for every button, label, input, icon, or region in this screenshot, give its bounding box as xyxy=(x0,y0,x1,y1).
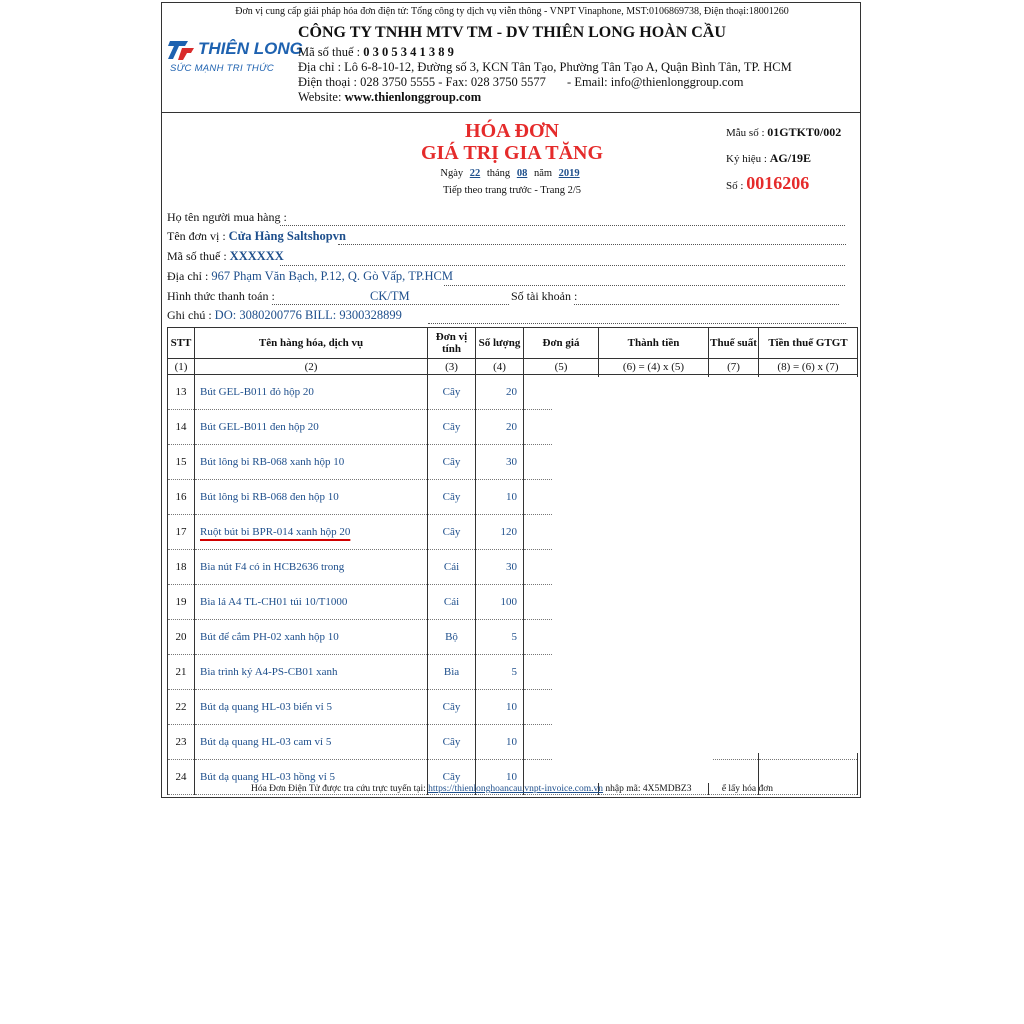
buyer-tax-value: XXXXXX xyxy=(229,249,284,263)
buyer-tax-label: Mã số thuế : xyxy=(167,249,230,263)
row-unit: Cây xyxy=(428,375,476,410)
row-stt: 18 xyxy=(168,550,195,585)
footer-tail: ể lấy hóa đơn xyxy=(721,784,774,794)
row-qty: 10 xyxy=(476,725,524,760)
page-continuation: Tiếp theo trang trước - Trang 2/5 xyxy=(442,185,582,196)
index-cell: (8) = (6) x (7) xyxy=(759,359,858,375)
row-unit: Cây xyxy=(428,515,476,550)
provider-note: Đơn vị cung cấp giải pháp hóa đơn điện tử: Tổng công ty dịch vụ viễn thông - VNPT Vinaphone, MST:0106869738, Điện thoại:18001260 xyxy=(235,6,789,17)
buyer-name-line xyxy=(167,210,287,225)
row-unit: Cây xyxy=(428,480,476,515)
year-label: năm xyxy=(533,168,553,179)
buyer-unit-line xyxy=(167,229,346,244)
header-divider xyxy=(162,112,860,113)
index-cell: (6) = (4) x (5) xyxy=(599,359,709,375)
invoice-symbol xyxy=(726,151,811,166)
lookup-footer xyxy=(162,784,861,794)
redacted-area xyxy=(553,377,861,753)
account-label: Số tài khoản : xyxy=(511,289,578,303)
row-unit: Cây xyxy=(428,410,476,445)
day-label: Ngày xyxy=(440,168,464,179)
form-number xyxy=(726,125,841,140)
table-index-row xyxy=(168,359,858,375)
row-qty: 10 xyxy=(476,760,524,795)
year-value: 2019 xyxy=(558,168,580,179)
row-stt: 21 xyxy=(168,655,195,690)
table-header-row xyxy=(168,328,858,359)
seller-website-line xyxy=(298,90,481,105)
row-unit: Cây xyxy=(428,445,476,480)
row-item-name: Bút dạ quang HL-03 hồng vỉ 5 xyxy=(195,760,428,795)
row-item-name: Bút GEL-B011 đen hộp 20 xyxy=(195,410,428,445)
row-item-name: Bút lông bi RB-068 đen hộp 10 xyxy=(195,480,428,515)
col-header-price: Đơn giá xyxy=(524,328,599,359)
row-unit: Cây xyxy=(428,760,476,795)
col-header-amount: Thành tiền xyxy=(599,328,709,359)
account-line xyxy=(511,289,577,304)
row-qty: 100 xyxy=(476,585,524,620)
col-header-stt: STT xyxy=(168,328,195,359)
row-item-name: Bút lông bi RB-068 xanh hộp 10 xyxy=(195,445,428,480)
buyer-tax-dots xyxy=(280,265,845,266)
seller-tax-label: Mã số thuế : xyxy=(298,45,364,59)
row-item-name-highlighted: Ruột bút bi BPR-014 xanh hộp 20 xyxy=(200,526,351,538)
row-unit: Bộ xyxy=(428,620,476,655)
index-cell: (5) xyxy=(524,359,599,375)
form-label: Mẫu số : xyxy=(726,127,768,139)
footer-prefix: Hóa Đơn Điện Tử được tra cứu trực tuyến tại: xyxy=(250,784,429,794)
day-value: 22 xyxy=(469,168,481,179)
row-stt: 13 xyxy=(168,375,195,410)
row-stt: 17 xyxy=(168,515,195,550)
col-header-vat: Tiền thuế GTGT xyxy=(759,328,858,359)
index-cell: (2) xyxy=(195,359,428,375)
row-stt: 23 xyxy=(168,725,195,760)
payment-dots xyxy=(272,304,509,305)
row-item-name: Bìa lá A4 TL-CH01 túi 10/T1000 xyxy=(195,585,428,620)
row-unit: Cái xyxy=(428,585,476,620)
row-qty: 30 xyxy=(476,550,524,585)
index-cell: (7) xyxy=(709,359,759,375)
row-stt: 19 xyxy=(168,585,195,620)
buyer-unit-label: Tên đơn vị : xyxy=(167,229,229,243)
seller-tax-code: 0 3 0 5 3 4 1 3 8 9 xyxy=(363,45,454,59)
thien-long-logo-icon xyxy=(168,39,196,61)
row-stt: 14 xyxy=(168,410,195,445)
seller-contact xyxy=(298,75,743,90)
month-value: 08 xyxy=(516,168,528,179)
col-header-name: Tên hàng hóa, dịch vụ xyxy=(195,328,428,359)
number-label: Số : xyxy=(726,180,747,192)
row-stt: 24 xyxy=(168,760,195,795)
note-dots xyxy=(428,323,846,324)
seller-website: www.thienlonggroup.com xyxy=(344,90,482,104)
buyer-name-label: Họ tên người mua hàng : xyxy=(167,210,287,224)
row-stt: 16 xyxy=(168,480,195,515)
index-cell: (4) xyxy=(476,359,524,375)
lookup-link[interactable]: https://thienlonghoancau.vnpt-invoice.com.vn xyxy=(428,784,604,794)
buyer-tax-line xyxy=(167,249,284,264)
index-cell: (3) xyxy=(428,359,476,375)
row-qty: 5 xyxy=(476,655,524,690)
row-item-name: Bìa trình ký A4-PS-CB01 xanh xyxy=(195,655,428,690)
row-item-name: Bút để cắm PH-02 xanh hộp 10 xyxy=(195,620,428,655)
row-unit: Cái xyxy=(428,550,476,585)
logo-slogan: SỨC MẠNH TRI THỨC xyxy=(170,63,275,74)
col-header-qty: Số lượng xyxy=(476,328,524,359)
account-dots xyxy=(574,304,839,305)
note-line xyxy=(167,308,402,323)
row-unit: Bìa xyxy=(428,655,476,690)
seller-website-label: Website: xyxy=(298,90,345,104)
invoice-date xyxy=(362,168,662,179)
buyer-address-line xyxy=(167,269,453,284)
note-value: DO: 3080200776 BILL: 9300328899 xyxy=(214,308,402,322)
row-qty: 10 xyxy=(476,690,524,725)
symbol-label: Ký hiệu : xyxy=(726,153,770,165)
row-qty: 30 xyxy=(476,445,524,480)
seller-phone-fax: Điện thoại : 028 3750 5555 - Fax: 028 3750 5577 xyxy=(298,75,546,89)
row-unit: Cây xyxy=(428,725,476,760)
company-logo xyxy=(168,37,303,77)
row-stt: 20 xyxy=(168,620,195,655)
invoice-number xyxy=(726,173,809,194)
col-header-tax-rate: Thuế suất xyxy=(709,328,759,359)
row-qty: 5 xyxy=(476,620,524,655)
row-unit: Cây xyxy=(428,690,476,725)
redacted-area xyxy=(553,753,713,783)
buyer-unit-dots xyxy=(338,244,846,245)
row-item-name: Bìa nút F4 có in HCB2636 trong xyxy=(195,550,428,585)
index-cell: (1) xyxy=(168,359,195,375)
row-item-name: Bút dạ quang HL-03 biển vỉ 5 xyxy=(195,690,428,725)
buyer-unit-value: Cửa Hàng Saltshopvn xyxy=(228,229,346,243)
invoice-subtitle: GIÁ TRỊ GIA TĂNG xyxy=(420,142,604,164)
logo-brand: THIÊN LONG xyxy=(198,39,303,58)
row-item-name: Bút dạ quang HL-03 cam vỉ 5 xyxy=(195,725,428,760)
row-item-name: Bút GEL-B011 đỏ hộp 20 xyxy=(195,375,428,410)
payment-label: Hình thức thanh toán : xyxy=(167,289,275,303)
seller-address: Địa chỉ : Lô 6-8-10-12, Đường số 3, KCN Tân Tạo, Phường Tân Tạo A, Quận Bình Tân, TP. HCM xyxy=(298,60,792,74)
seller-name: CÔNG TY TNHH MTV TM - DV THIÊN LONG HOÀN CẦU xyxy=(298,24,726,41)
row-qty: 10 xyxy=(476,480,524,515)
buyer-name-dots xyxy=(280,225,845,226)
buyer-address-dots xyxy=(444,285,845,286)
payment-value xyxy=(370,289,410,304)
number-value: 0016206 xyxy=(746,173,810,193)
payment-method: CK/TM xyxy=(370,289,410,303)
seller-tax xyxy=(298,45,454,60)
row-qty: 20 xyxy=(476,410,524,445)
row-qty: 120 xyxy=(476,515,524,550)
seller-email: - Email: info@thienlonggroup.com xyxy=(567,75,744,89)
invoice-title: HÓA ĐƠN xyxy=(465,120,559,142)
row-item-name xyxy=(195,515,428,550)
form-value: 01GTKT0/002 xyxy=(767,125,842,139)
invoice-document xyxy=(161,2,861,798)
symbol-value: AG/19E xyxy=(769,151,812,165)
col-header-unit: Đơn vị tính xyxy=(428,328,476,359)
note-label: Ghi chú : xyxy=(167,308,215,322)
row-stt: 15 xyxy=(168,445,195,480)
row-qty: 20 xyxy=(476,375,524,410)
month-label: tháng xyxy=(486,168,511,179)
footer-suffix: nhập mã: 4X5MDBZ3 xyxy=(603,784,692,794)
payment-line xyxy=(167,289,275,304)
row-stt: 22 xyxy=(168,690,195,725)
buyer-address-value: 967 Phạm Văn Bạch, P.12, Q. Gò Vấp, TP.HCM xyxy=(211,269,454,283)
buyer-address-label: Địa chỉ : xyxy=(167,269,212,283)
